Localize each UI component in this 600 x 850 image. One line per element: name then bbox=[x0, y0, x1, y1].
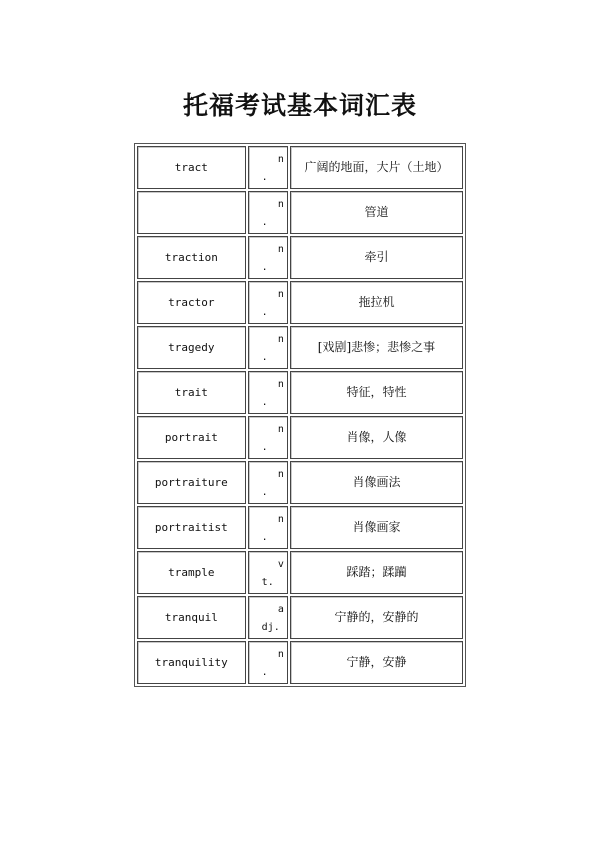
part-of-speech-line-1: n bbox=[277, 244, 284, 255]
word-cell: tranquility bbox=[137, 641, 246, 684]
definition-cell: 拖拉机 bbox=[290, 281, 463, 324]
part-of-speech-line-1: n bbox=[277, 334, 284, 345]
part-of-speech-cell bbox=[248, 146, 288, 189]
vocabulary-table bbox=[134, 143, 466, 687]
part-of-speech-line-2: . bbox=[261, 667, 268, 678]
part-of-speech-cell bbox=[248, 641, 288, 684]
part-of-speech-cell bbox=[248, 551, 288, 594]
word-cell: trait bbox=[137, 371, 246, 414]
part-of-speech-cell bbox=[248, 596, 288, 639]
part-of-speech-line-2: t. bbox=[261, 577, 274, 588]
part-of-speech-cell bbox=[248, 236, 288, 279]
part-of-speech-line-2: dj. bbox=[261, 622, 280, 633]
table-row bbox=[137, 641, 463, 684]
part-of-speech-line-1: v bbox=[277, 559, 284, 570]
part-of-speech-line-1: n bbox=[277, 424, 284, 435]
definition-cell: 广阔的地面，大片（土地） bbox=[290, 146, 463, 189]
word-cell: tractor bbox=[137, 281, 246, 324]
part-of-speech-line-1: a bbox=[277, 604, 284, 615]
word-cell: trample bbox=[137, 551, 246, 594]
definition-cell: 牵引 bbox=[290, 236, 463, 279]
word-cell: portrait bbox=[137, 416, 246, 459]
word-cell: traction bbox=[137, 236, 246, 279]
table-row bbox=[137, 371, 463, 414]
word-cell: tragedy bbox=[137, 326, 246, 369]
part-of-speech-cell bbox=[248, 461, 288, 504]
part-of-speech-line-1: n bbox=[277, 649, 284, 660]
part-of-speech-line-1: n bbox=[277, 469, 284, 480]
part-of-speech-cell bbox=[248, 281, 288, 324]
definition-cell: 管道 bbox=[290, 191, 463, 234]
table-row bbox=[137, 416, 463, 459]
table-row bbox=[137, 596, 463, 639]
part-of-speech-cell bbox=[248, 326, 288, 369]
part-of-speech-line-1: n bbox=[277, 289, 284, 300]
part-of-speech-line-2: . bbox=[261, 352, 268, 363]
word-cell: tranquil bbox=[137, 596, 246, 639]
definition-cell: 肖像画家 bbox=[290, 506, 463, 549]
table-row bbox=[137, 191, 463, 234]
table-row bbox=[137, 551, 463, 594]
definition-cell: 宁静，安静 bbox=[290, 641, 463, 684]
part-of-speech-line-1: n bbox=[277, 199, 284, 210]
part-of-speech-line-2: . bbox=[261, 307, 268, 318]
vocabulary-table-body bbox=[137, 146, 463, 684]
part-of-speech-line-2: . bbox=[261, 532, 268, 543]
part-of-speech-cell bbox=[248, 506, 288, 549]
table-row bbox=[137, 236, 463, 279]
word-cell bbox=[137, 191, 246, 234]
word-cell: portraiture bbox=[137, 461, 246, 504]
table-row bbox=[137, 281, 463, 324]
part-of-speech-cell bbox=[248, 191, 288, 234]
part-of-speech-cell bbox=[248, 371, 288, 414]
part-of-speech-line-2: . bbox=[261, 262, 268, 273]
part-of-speech-line-2: . bbox=[261, 397, 268, 408]
definition-cell: 特征，特性 bbox=[290, 371, 463, 414]
definition-cell: 肖像，人像 bbox=[290, 416, 463, 459]
part-of-speech-line-2: . bbox=[261, 172, 268, 183]
definition-cell: [戏剧]悲惨；悲惨之事 bbox=[290, 326, 463, 369]
part-of-speech-line-1: n bbox=[277, 379, 284, 390]
part-of-speech-line-2: . bbox=[261, 487, 268, 498]
word-cell: portraitist bbox=[137, 506, 246, 549]
page-title: 托福考试基本词汇表 bbox=[182, 91, 417, 120]
definition-cell: 宁静的，安静的 bbox=[290, 596, 463, 639]
table-row bbox=[137, 461, 463, 504]
definition-cell: 踩踏；蹂躏 bbox=[290, 551, 463, 594]
definition-cell: 肖像画法 bbox=[290, 461, 463, 504]
part-of-speech-line-2: . bbox=[261, 217, 268, 228]
table-row bbox=[137, 506, 463, 549]
part-of-speech-line-2: . bbox=[261, 442, 268, 453]
part-of-speech-line-1: n bbox=[277, 514, 284, 525]
table-row bbox=[137, 146, 463, 189]
word-cell: tract bbox=[137, 146, 246, 189]
part-of-speech-line-1: n bbox=[277, 154, 284, 165]
part-of-speech-cell bbox=[248, 416, 288, 459]
table-row bbox=[137, 326, 463, 369]
